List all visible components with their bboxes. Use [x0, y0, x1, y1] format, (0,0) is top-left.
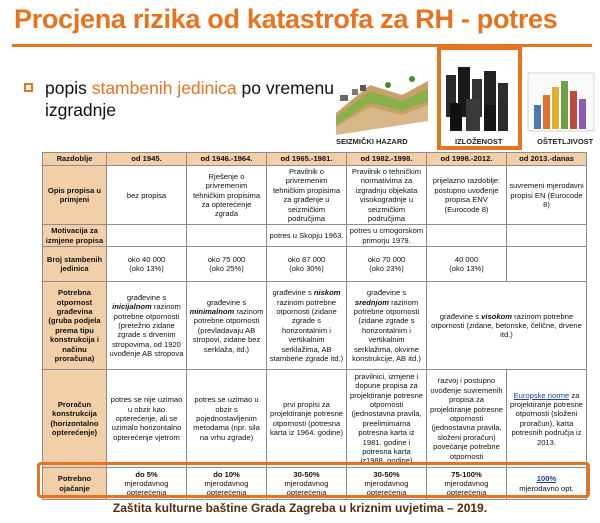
construction-period-table — [42, 152, 587, 500]
strengthening-text: mjerodavnog opterećenja — [204, 479, 249, 498]
resistance-cell — [107, 282, 187, 370]
row-label-regulations: Opis propisa u primjeni — [43, 166, 107, 225]
motivation-cell — [427, 225, 507, 247]
risk-label-exposure: IZLOŽENOST — [455, 137, 503, 146]
calculation-cell: pravilnici, izmjene i dopune propisa za projektiranje potresne otpornosti (jednostavna pravila, preelimimarna potresna karta iz 1981. godine i potresna karta iz1988. godine) — [347, 370, 427, 468]
regulation-cell: bez propisa — [107, 166, 187, 225]
row-label-calculation: Proračun konstrukcija (horizontalno opterećenje) — [43, 370, 107, 468]
motivation-cell — [507, 225, 587, 247]
count-cell — [187, 247, 267, 282]
strengthening-value: 100% — [536, 474, 557, 484]
resistance-level: niskom — [313, 288, 341, 298]
table-row-regulations — [43, 166, 587, 225]
resistance-pre: građevine s — [439, 311, 482, 321]
count-percent: (oko 13%) — [449, 264, 484, 274]
strengthening-text: mjerodavnog opterećenja — [124, 479, 169, 498]
row-label-motivation: Motivacija za izmjene propisa — [43, 225, 107, 247]
count-value: oko 75 000 — [207, 254, 246, 264]
strengthening-text: mjerodavno opt. — [519, 483, 574, 493]
regulation-cell: Pravilnik o privremenim tehničkim propisima za građenje u seizmičkim područjima — [267, 166, 347, 225]
motivation-cell: potres u Skopju 1963. — [267, 225, 347, 247]
table-row-motivation — [43, 225, 587, 247]
resistance-level: minimalnom — [189, 306, 235, 316]
calculation-cell: potres se uzimao u obzir s pojednostavljenim metodama (npr. sila na vrhu zgrade) — [187, 370, 267, 468]
vulnerability-chart-illustration — [528, 73, 594, 131]
calculation-cell: razvoj i postupno uvođenje suvremenih propisa za projektiranje potresne otpornosti (jednostavna pravila, složeni proračun) povećanje potrebne otpornosti — [427, 370, 507, 468]
motivation-cell — [187, 225, 267, 247]
calculation-text: za projektiranje potresne otpornosti (složeni proračun), karta potresnih područja iz 2013. — [509, 390, 584, 447]
resistance-cell — [187, 282, 267, 370]
count-value: oko 40 000 — [127, 254, 166, 264]
resistance-level: srednjom — [354, 297, 390, 307]
calculation-cell: prvi propisi za projektiranje potresne otpornosti (potresna karta iz 1964. godine) — [267, 370, 347, 468]
strengthening-text: mjerodavnog opterećenja — [444, 479, 489, 498]
resistance-pre: građevine s — [272, 288, 314, 298]
risk-label-vulnerability: OŠTETLJIVOST — [537, 137, 594, 146]
resistance-post: razinom potrebne otpornosti (zidane zgrade s horizontalnim i vertikalnim serklažima, okvirne konstrukcije, AB itd.) — [352, 297, 421, 363]
calculation-cell — [507, 370, 587, 468]
count-percent: (oko 25%) — [209, 264, 244, 274]
table-row-count — [43, 247, 587, 282]
count-value: oko 87 000 — [287, 254, 326, 264]
count-percent: (oko 23%) — [369, 264, 404, 274]
strengthening-value: do 5% — [135, 469, 158, 479]
subtitle — [45, 77, 345, 121]
resistance-cell — [347, 282, 427, 370]
count-cell — [107, 247, 187, 282]
resistance-post: razinom potrebne otpornosti (zidane, betonske, čelične, drvene itd.) — [431, 311, 582, 340]
table-row-calculation — [43, 370, 587, 468]
table-row-period — [43, 153, 587, 166]
motivation-cell — [107, 225, 187, 247]
resistance-cell — [427, 282, 587, 370]
strengthening-highlight-box — [37, 462, 590, 498]
period-cell: od 1945. — [107, 153, 187, 166]
regulation-cell: Pravilnik o tehničkim normativima za izgradnju objekata visokogradnje u seizmičkim područjima — [347, 166, 427, 225]
period-cell: od 1965.-1981. — [267, 153, 347, 166]
strengthening-value: do 10% — [213, 469, 240, 479]
strengthening-value: 30-50% — [293, 469, 320, 479]
strengthening-text: mjerodavnog opterećenja — [364, 479, 409, 498]
period-cell: od 1998.-2012. — [427, 153, 507, 166]
row-label-resistance: Potrebna otpornost građevina (gruba podjela prema tipu konstrukcija i načinu proračuna) — [43, 282, 107, 370]
resistance-post: razinom potrebne otpornosti (prevladavaju AB stropovi, zidane bez serklaža, itd.) — [192, 306, 264, 354]
strengthening-text: mjerodavnog opterećenja — [284, 479, 329, 498]
count-percent: (oko 13%) — [129, 264, 164, 274]
regulation-cell: prijelazno razdoblje: postupno uvođenje propisa ENV (Eurocode 8) — [427, 166, 507, 225]
table-row-resistance — [43, 282, 587, 370]
risk-label-hazard: SEIZMIČKI HAZARD — [336, 137, 408, 146]
resistance-post: razinom potrebne otpornosti (zidane zgrade s horizontalnim i vertikalnim serklažima, AB stambene zgrade itd.) — [269, 297, 344, 363]
count-value: 40 000 — [454, 254, 479, 264]
period-cell: od 2013.-danas — [507, 153, 587, 166]
resistance-pre: građevine s — [206, 297, 247, 307]
europske-norme-link[interactable]: Europske norme — [513, 390, 570, 400]
row-label-count: Broj stambenih jedinica — [43, 247, 107, 282]
subtitle-part2: po vremenu izgradnje — [45, 78, 334, 120]
count-cell — [427, 247, 507, 282]
count-cell — [267, 247, 347, 282]
resistance-pre: građevine s — [126, 292, 167, 302]
strengthening-value: 75-100% — [451, 469, 482, 479]
regulation-cell: Rješenje o privremenim tehničkim propisima za opterećenje zgrada — [187, 166, 267, 225]
period-cell: od 1946.-1964. — [187, 153, 267, 166]
subtitle-part1: popis — [45, 78, 92, 98]
count-cell — [507, 247, 587, 282]
subtitle-highlight: stambenih jedinica — [91, 78, 237, 98]
regulation-cell: suvremeni mjerodavni propisi EN (Eurocode 8) — [507, 166, 587, 225]
resistance-pre: građevine s — [366, 288, 407, 298]
exposure-highlight-box — [437, 46, 522, 150]
bullet-square-icon — [24, 83, 33, 92]
row-label-strengthening: Potrebno ojačanje — [43, 468, 107, 500]
count-cell — [347, 247, 427, 282]
seismic-hazard-illustration — [336, 76, 428, 135]
resistance-level: visokom — [481, 311, 512, 321]
motivation-cell: potres u crnogorskom primorju 1979. — [347, 225, 427, 247]
count-percent: (oko 30%) — [289, 264, 324, 274]
calculation-cell: potres se nije uzimao u obzir kao opterećenje, ali se uzimalo horizontalno opterećenje vjetrom — [107, 370, 187, 468]
resistance-cell — [267, 282, 347, 370]
footer-caption: Zaštita kulturne baštine Grada Zagreba u kriznim uvjetima – 2019. — [112, 501, 488, 515]
resistance-level: inicijalnom — [112, 302, 152, 312]
count-value: oko 70 000 — [367, 254, 406, 264]
resistance-post: razinom potrebne otpornosti (pretežno zidane zgrade s drvenim stropovima, od 1920 uvođenje AB stropova — [109, 302, 184, 359]
page-title: Procjena rizika od katastrofa za RH - potres — [14, 4, 558, 34]
strengthening-value: 30-50% — [373, 469, 400, 479]
period-cell: od 1982.-1998. — [347, 153, 427, 166]
row-label-period: Razdoblje — [43, 153, 107, 166]
